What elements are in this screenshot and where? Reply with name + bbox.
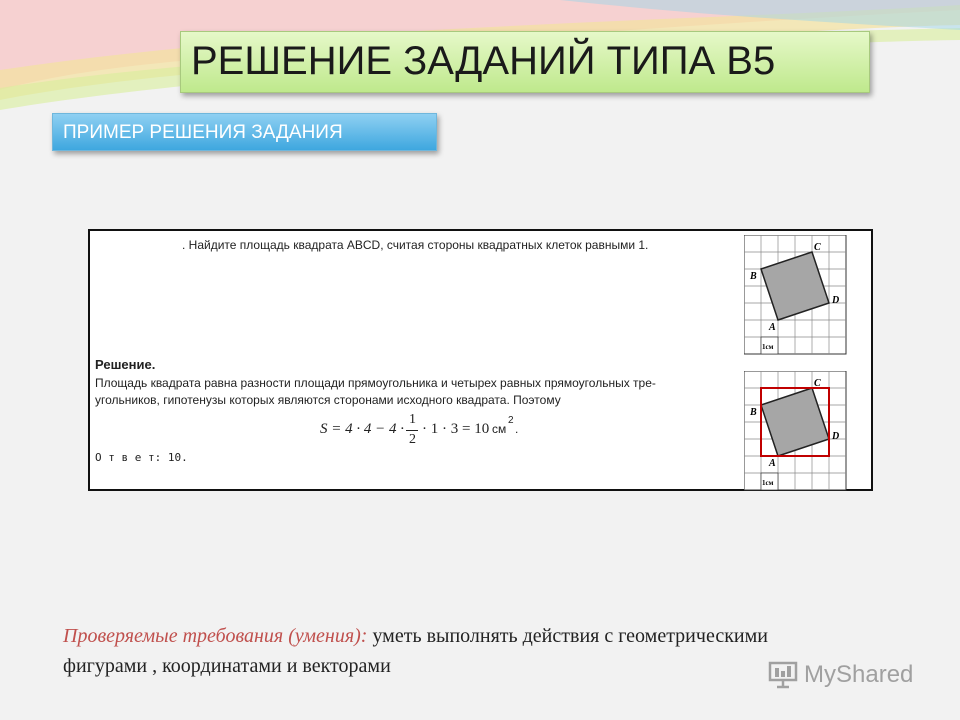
task-example-frame — [88, 229, 873, 491]
vertex-label-a: A — [769, 322, 776, 333]
vertex-label-a-solution: A — [769, 458, 776, 469]
formula-exponent: 2 — [508, 415, 514, 426]
problem-text: . Найдите площадь квадрата ABCD, считая стороны квадратных клеток равными 1. — [182, 238, 649, 252]
slide-title-box — [180, 31, 870, 93]
vertex-label-d: D — [832, 295, 840, 306]
watermark-logo — [768, 656, 928, 696]
grid-figure-problem — [744, 235, 854, 357]
presentation-icon — [768, 660, 798, 690]
scale-label-solution: 1см — [762, 479, 774, 487]
formula-numerator: 1 — [409, 412, 416, 427]
vertex-label-c: C — [814, 242, 821, 253]
solution-line-2: угольников, гипотенузы которых являются сторонами исходного квадрата. Поэтому — [95, 393, 561, 407]
formula-period: . — [515, 422, 519, 436]
watermark-text: MyShared — [804, 661, 914, 688]
vertex-label-c-solution: C — [814, 378, 821, 389]
requirements-label: Проверяемые требования (умения): — [63, 625, 368, 647]
requirements-body: уметь выполнять действия с геометрическими фигурами , координатами и векторами — [63, 625, 768, 677]
formula-tail: · 1 · 3 = 10 — [422, 421, 490, 437]
vertex-label-b: B — [750, 271, 757, 282]
formula-unit: см — [492, 422, 507, 436]
answer-text: О т в е т: 10. — [95, 451, 188, 464]
vertex-label-d-solution: D — [832, 431, 840, 442]
slide-subtitle: ПРИМЕР РЕШЕНИЯ ЗАДАНИЯ — [63, 122, 343, 143]
requirements-text — [63, 621, 823, 681]
slide-title: РЕШЕНИЕ ЗАДАНИЙ ТИПА В5 — [191, 39, 776, 83]
formula-main: S = 4 · 4 − 4 · — [320, 421, 404, 437]
grid-figure-solution — [744, 371, 854, 493]
vertex-label-b-solution: B — [750, 407, 757, 418]
solution-heading: Решение. — [95, 357, 156, 372]
subtitle-box — [52, 113, 437, 151]
fraction-bar — [406, 430, 418, 431]
solution-line-1: Площадь квадрата равна разности площади прямоугольника и четырех равных прямоугольных тре- — [95, 376, 656, 390]
scale-label: 1см — [762, 343, 774, 351]
formula-denominator: 2 — [409, 432, 416, 447]
